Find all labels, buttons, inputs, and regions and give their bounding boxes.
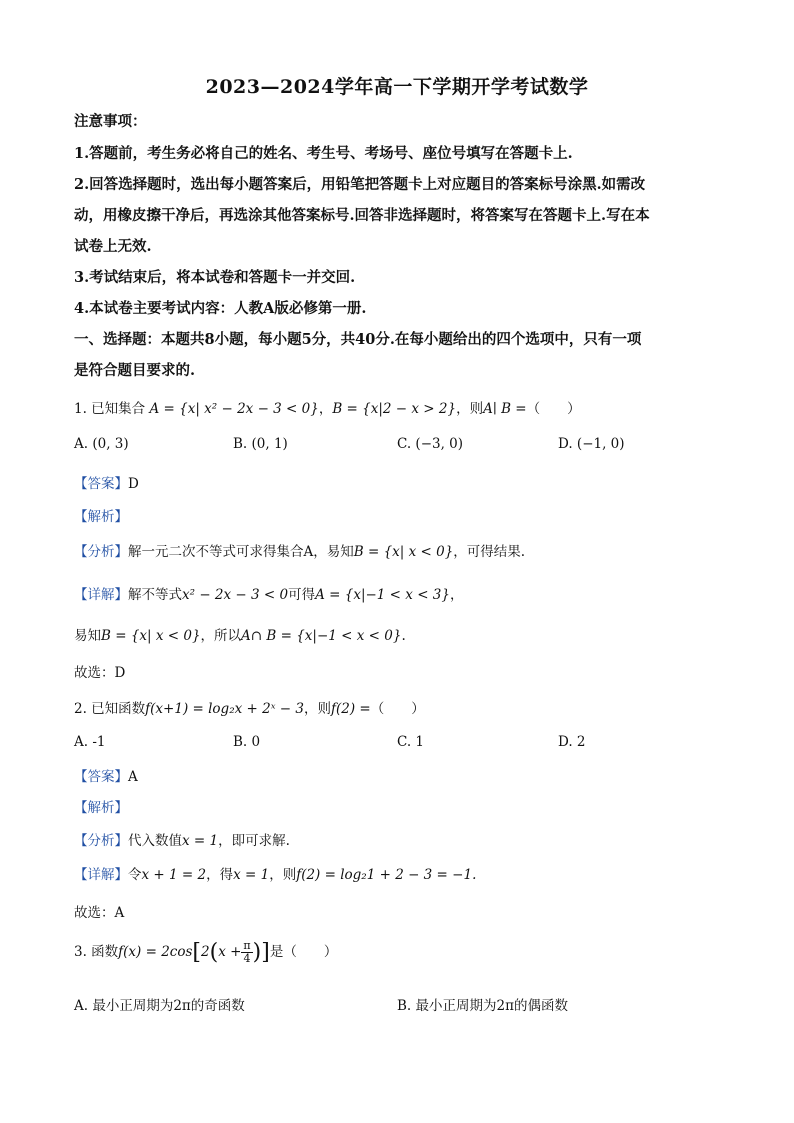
q3-bracket-close: ] <box>261 940 270 965</box>
q2-detail-math3: f(2) = log₂1 + 2 − 3 = −1. <box>296 867 477 883</box>
q3-fraction <box>241 940 252 965</box>
q3-inner-b: x + <box>218 944 242 960</box>
notice-item-3: 3.考试结束后，将本试卷和答题卡一并交回. <box>74 269 356 286</box>
q2-detail-mid2: ，则 <box>269 867 297 883</box>
q1-detail-mid: 可得 <box>288 587 316 603</box>
q1-sep: ， <box>318 401 333 417</box>
notice-item-2-cont: 动，用橡皮擦干净后，再选涂其他答案标号.回答非选择题时，将答案写在答题卡上.写在本 <box>74 207 650 224</box>
q1-option-a: A. (0, 3) <box>74 436 129 452</box>
q3-paren-open: ( <box>209 940 219 965</box>
q2-fenxi-post: ，即可求解. <box>218 833 290 849</box>
q1-detail-math2: A = {x|−1 < x < 3} <box>315 587 450 603</box>
q3-inner-a: 2 <box>201 944 210 960</box>
page-title: 2023—2024学年高一下学期开学考试数学 <box>205 76 589 98</box>
q1-fenxi-pre: 解一元二次不等式可求得集合A，易知 <box>128 544 354 560</box>
q2-option-c: C. 1 <box>397 734 425 750</box>
q1-set-a: A = {x| x² − 2x − 3 < 0} <box>149 401 319 417</box>
q2-ask-expr: f(2) <box>330 701 356 717</box>
q2-fenxi <box>74 829 290 849</box>
q3-option-a: A. 最小正周期为2π的奇函数 <box>74 998 245 1014</box>
q2-ask-post: =（ ） <box>355 701 425 717</box>
q1-conclusion: 故选：D <box>74 665 126 681</box>
q2-option-d: D. 2 <box>558 734 586 750</box>
q1-expr: A∣ B <box>483 401 511 417</box>
q3-ask-post: 是（ ） <box>269 944 338 960</box>
q3-frac-den: 4 <box>243 952 251 965</box>
q1-detail2-math1: B = {x| x < 0} <box>101 628 201 644</box>
q3-bracket-open: [ <box>192 940 202 965</box>
q2-func: f(x+1) = log₂x + 2ˣ − 3 <box>145 701 304 717</box>
q2-fenxi-math: x = 1 <box>182 833 219 849</box>
q1-detail-2 <box>74 624 406 644</box>
q1-option-b: B. (0, 1) <box>233 436 288 452</box>
q1-ask-post: =（ ） <box>510 401 581 417</box>
notice-item-2-end: 试卷上无效. <box>74 238 152 255</box>
q2-detail-math2: x = 1 <box>233 867 270 883</box>
notice-item-1: 1.答题前，考生务必将自己的姓名、考生号、考场号、座位号填写在答题卡上. <box>74 145 573 162</box>
q1-fenxi-post: ，可得结果. <box>453 544 526 560</box>
q2-option-a: A. -1 <box>74 734 106 750</box>
q2-detail-pre: 令 <box>128 867 142 883</box>
q1-option-c: C. (−3, 0) <box>397 436 464 452</box>
q1-prefix: 1. 已知集合 <box>74 401 146 417</box>
q3-prefix: 3. 函数 <box>74 944 119 960</box>
q1-answer-tag: 【答案】 <box>74 476 128 492</box>
q2-fenxi-tag: 【分析】 <box>74 833 128 849</box>
q2-detail-mid1: ，得 <box>206 867 234 883</box>
question-2 <box>74 697 425 717</box>
q2-option-b: B. 0 <box>233 734 261 750</box>
q1-detail2-end: . <box>401 628 406 644</box>
q1-option-d: D. (−1, 0) <box>558 436 625 452</box>
q1-fenxi-math: B = {x| x < 0} <box>353 544 454 560</box>
q1-detail-end: ， <box>449 587 464 603</box>
q2-conclusion: 故选：A <box>74 905 125 921</box>
q3-func-pre: f(x) = 2cos <box>118 944 193 960</box>
q2-detail <box>74 863 476 883</box>
section-heading-cont: 是符合题目要求的. <box>74 362 196 379</box>
notice-heading: 注意事项： <box>74 113 147 130</box>
q1-answer-value: D <box>128 476 139 492</box>
question-3 <box>74 940 337 965</box>
q1-detail <box>74 583 463 603</box>
q1-fenxi <box>74 540 525 560</box>
q2-answer <box>74 765 138 785</box>
q2-analysis-tag: 【解析】 <box>74 800 128 816</box>
q1-answer <box>74 472 139 492</box>
q2-answer-value: A <box>128 769 138 785</box>
notice-item-4: 4.本试卷主要考试内容：人教A版必修第一册. <box>74 300 367 317</box>
q1-detail-pre: 解不等式 <box>128 587 182 603</box>
q1-ask-pre: ，则 <box>456 401 484 417</box>
q2-detail-math1: x + 1 = 2 <box>141 867 207 883</box>
section-heading: 一、选择题：本题共8小题，每小题5分，共40分.在每小题给出的四个选项中，只有一项 <box>74 331 642 348</box>
q1-analysis-tag: 【解析】 <box>74 509 128 525</box>
q2-answer-tag: 【答案】 <box>74 769 128 785</box>
q1-detail2-mid: ，所以 <box>200 628 242 644</box>
notice-item-2: 2.回答选择题时，选出每小题答案后，用铅笔把答题卡上对应题目的答案标号涂黑.如需改 <box>74 176 646 193</box>
q3-paren-close: ) <box>252 940 262 965</box>
q2-prefix: 2. 已知函数 <box>74 701 146 717</box>
q3-frac-num: π <box>243 939 251 952</box>
q1-fenxi-tag: 【分析】 <box>74 544 128 560</box>
q2-fenxi-pre: 代入数值 <box>128 833 182 849</box>
q3-option-b: B. 最小正周期为2π的偶函数 <box>397 998 568 1014</box>
q1-detail2-math2: A∩ B = {x|−1 < x < 0} <box>241 628 402 644</box>
q2-detail-tag: 【详解】 <box>74 867 128 883</box>
q1-detail-math1: x² − 2x − 3 < 0 <box>182 587 289 603</box>
q1-detail2-pre: 易知 <box>74 628 101 644</box>
q1-detail-tag: 【详解】 <box>74 587 128 603</box>
q2-ask-pre: ，则 <box>303 701 331 717</box>
q1-set-b: B = {x|2 − x > 2} <box>332 401 457 417</box>
question-1 <box>74 397 581 417</box>
